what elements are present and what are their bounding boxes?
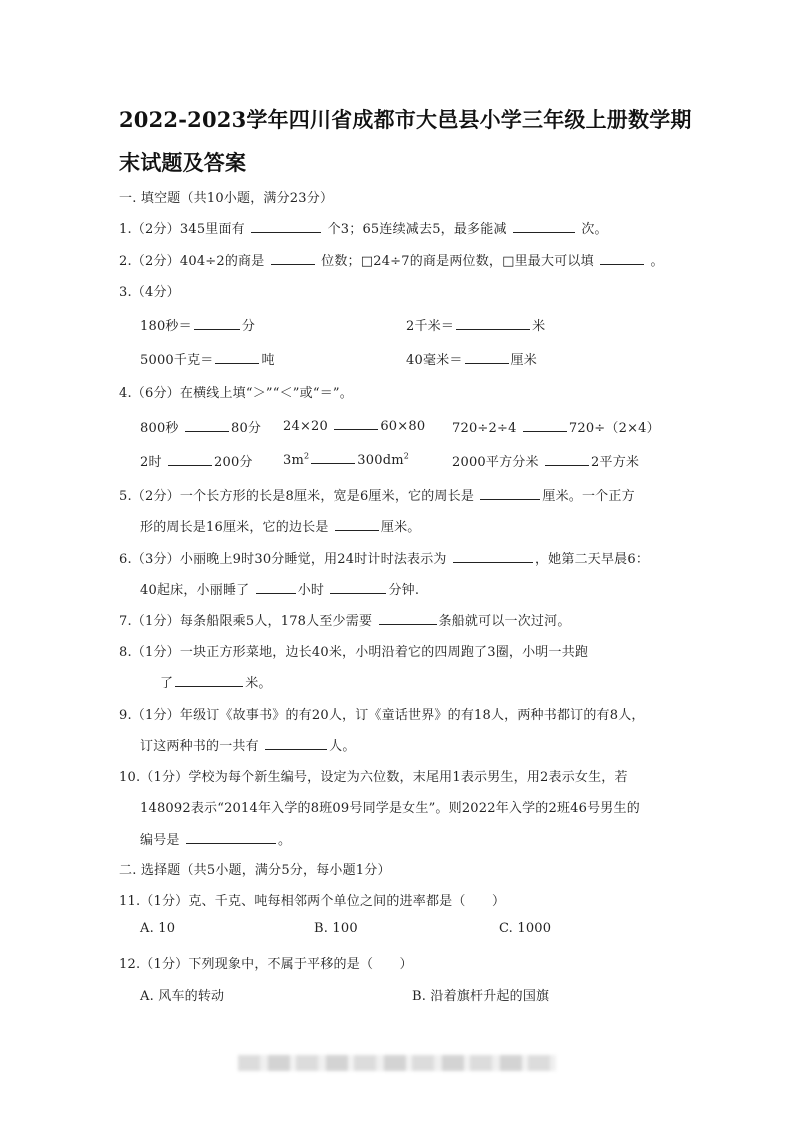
question-9 bbox=[119, 704, 645, 723]
question-3-item bbox=[406, 349, 537, 368]
question-3-item bbox=[406, 315, 545, 334]
section-heading-fill-in: 一. 填空题（共10小题，满分23分） bbox=[119, 191, 334, 206]
question-text: 8.（1分）一块正方形菜地，边长40米，小明沿着它的四周跑了3圈，小明一共跑 bbox=[119, 645, 589, 660]
compare-right: 300dm bbox=[357, 453, 404, 468]
question-10 bbox=[119, 766, 628, 785]
question-4-heading: 4.（6分）在横线上填“＞”“＜”或“＝”。 bbox=[119, 386, 353, 401]
answer-blank[interactable] bbox=[465, 351, 509, 364]
question-text: 个3；65连续减去5，最多能减 bbox=[327, 222, 507, 237]
unit-text: 分 bbox=[241, 319, 256, 334]
answer-blank[interactable] bbox=[453, 550, 533, 563]
answer-blank[interactable] bbox=[256, 581, 296, 594]
compare-item bbox=[452, 417, 660, 436]
question-text: 10.（1分）学校为每个新生编号，设定为六位数，末尾用1表示男生，用2表示女生，若 bbox=[119, 770, 628, 785]
question-text: 形的周长是16厘米，它的边长是 bbox=[140, 520, 329, 535]
section-heading-choice: 二. 选择题（共5小题，满分5分，每小题1分） bbox=[119, 863, 391, 878]
answer-blank[interactable] bbox=[271, 252, 315, 265]
superscript: 2 bbox=[403, 451, 410, 461]
question-text: 2.（2分）404÷2的商是 bbox=[119, 254, 265, 269]
question-5 bbox=[119, 485, 635, 504]
question-3-heading: 3.（4分） bbox=[119, 285, 180, 300]
question-11: 11.（1分）克、千克、吨每相邻两个单位之间的进率都是（ ） bbox=[119, 894, 506, 909]
question-text: 订这两种书的一共有 bbox=[140, 739, 259, 754]
answer-blank[interactable] bbox=[251, 220, 321, 233]
question-text: 9.（1分）年级订《故事书》的有20人，订《童话世界》的有18人，两种书都订的有8人， bbox=[119, 708, 645, 723]
superscript: 2 bbox=[304, 451, 310, 461]
compare-right: 200分 bbox=[214, 455, 253, 470]
question-text: 1.（2分）345里面有 bbox=[119, 222, 245, 237]
question-6-cont bbox=[140, 579, 419, 598]
option-c[interactable]: C. 1000 bbox=[499, 921, 552, 936]
compare-item bbox=[140, 451, 253, 470]
question-text: 。 bbox=[650, 254, 664, 269]
answer-blank[interactable] bbox=[175, 674, 243, 687]
question-1 bbox=[119, 218, 608, 237]
compare-item bbox=[283, 417, 425, 434]
compare-left: 2时 bbox=[140, 455, 162, 470]
compare-left: 24×20 bbox=[283, 419, 328, 434]
page-title-line2: 末试题及答案 bbox=[119, 150, 247, 175]
question-10-cont bbox=[140, 829, 291, 848]
compare-item bbox=[452, 451, 639, 470]
compare-right: 720÷（2×4） bbox=[568, 421, 660, 436]
question-text: 7.（1分）每条船限乘5人，178人至少需要 bbox=[119, 614, 373, 629]
answer-blank[interactable] bbox=[194, 317, 240, 330]
answer-blank[interactable] bbox=[330, 581, 386, 594]
question-text: 2千米＝ bbox=[406, 319, 455, 334]
question-8 bbox=[119, 641, 588, 660]
question-3-item bbox=[140, 349, 275, 368]
answer-blank[interactable] bbox=[168, 453, 212, 466]
compare-item bbox=[140, 417, 261, 436]
question-text: 。 bbox=[277, 833, 292, 848]
answer-blank[interactable] bbox=[600, 252, 644, 265]
question-12: 12.（1分）下列现象中，不属于平移的是（ ） bbox=[119, 957, 413, 972]
compare-right: 60×80 bbox=[380, 419, 426, 434]
option-a[interactable]: A. 风车的转动 bbox=[140, 989, 225, 1004]
question-text: 条船就可以一次过河。 bbox=[438, 614, 571, 629]
compare-left: 800秒 bbox=[140, 421, 179, 436]
option-a[interactable]: A. 10 bbox=[140, 921, 176, 936]
answer-blank[interactable] bbox=[523, 419, 567, 432]
answer-blank[interactable] bbox=[480, 487, 540, 500]
question-2 bbox=[119, 250, 664, 269]
answer-blank[interactable] bbox=[186, 831, 276, 844]
answer-blank[interactable] bbox=[545, 453, 589, 466]
question-3-item bbox=[140, 315, 255, 334]
question-text: 40毫米＝ bbox=[406, 353, 463, 368]
compare-right: 2平方米 bbox=[591, 455, 640, 470]
question-9-cont bbox=[140, 735, 356, 754]
unit-text: 米 bbox=[532, 319, 546, 334]
option-b[interactable]: B. 100 bbox=[314, 921, 358, 936]
answer-blank[interactable] bbox=[456, 317, 530, 330]
question-text: 148092表示“2014年入学的8班09号同学是女生”。则2022年入学的2班46号男生的 bbox=[140, 801, 640, 816]
question-10-cont bbox=[140, 797, 640, 816]
question-text: 小时 bbox=[297, 583, 325, 598]
compare-left: 3m bbox=[283, 453, 304, 468]
compare-left: 2000平方分米 bbox=[452, 455, 539, 470]
blurred-watermark bbox=[238, 1055, 556, 1071]
question-text: 5.（2分）一个长方形的长是8厘米，宽是6厘米，它的周长是 bbox=[119, 489, 475, 504]
answer-blank[interactable] bbox=[215, 351, 259, 364]
question-text: 位数；□24÷7的商是两位数，□里最大可以填 bbox=[321, 254, 594, 269]
question-5-cont bbox=[140, 516, 421, 535]
question-text: 次。 bbox=[581, 222, 608, 237]
question-8-cont bbox=[160, 672, 272, 691]
answer-blank[interactable] bbox=[265, 737, 327, 750]
unit-text: 吨 bbox=[261, 353, 275, 368]
question-text: 编号是 bbox=[140, 833, 180, 848]
question-text: 5000千克＝ bbox=[140, 353, 214, 368]
page-title-line1: 2022-2023学年四川省成都市大邑县小学三年级上册数学期 bbox=[119, 107, 692, 132]
question-text: 分钟. bbox=[388, 583, 420, 598]
compare-item bbox=[283, 451, 409, 468]
question-text: 厘米。 bbox=[380, 520, 421, 535]
compare-right: 80分 bbox=[230, 421, 262, 436]
answer-blank[interactable] bbox=[334, 417, 378, 430]
compare-left: 720÷2÷4 bbox=[452, 421, 517, 436]
unit-text: 厘米 bbox=[510, 353, 537, 368]
answer-blank[interactable] bbox=[185, 419, 229, 432]
question-text: 6.（3分）小丽晚上9时30分睡觉，用24时计时法表示为 bbox=[119, 552, 447, 567]
answer-blank[interactable] bbox=[513, 220, 575, 233]
answer-blank[interactable] bbox=[311, 451, 355, 464]
question-text: 人。 bbox=[329, 739, 356, 754]
answer-blank[interactable] bbox=[335, 518, 379, 531]
question-text: 了 bbox=[160, 676, 174, 691]
question-text: 40起床，小丽睡了 bbox=[140, 583, 250, 598]
question-text: 米。 bbox=[245, 676, 272, 691]
question-7 bbox=[119, 610, 571, 629]
question-text: 厘米。一个正方 bbox=[542, 489, 635, 504]
question-6 bbox=[119, 548, 649, 567]
question-text: ，她第二天早晨6： bbox=[534, 552, 650, 567]
answer-blank[interactable] bbox=[379, 612, 437, 625]
question-text: 180秒＝ bbox=[140, 319, 192, 334]
option-b[interactable]: B. 沿着旗杆升起的国旗 bbox=[412, 989, 550, 1004]
